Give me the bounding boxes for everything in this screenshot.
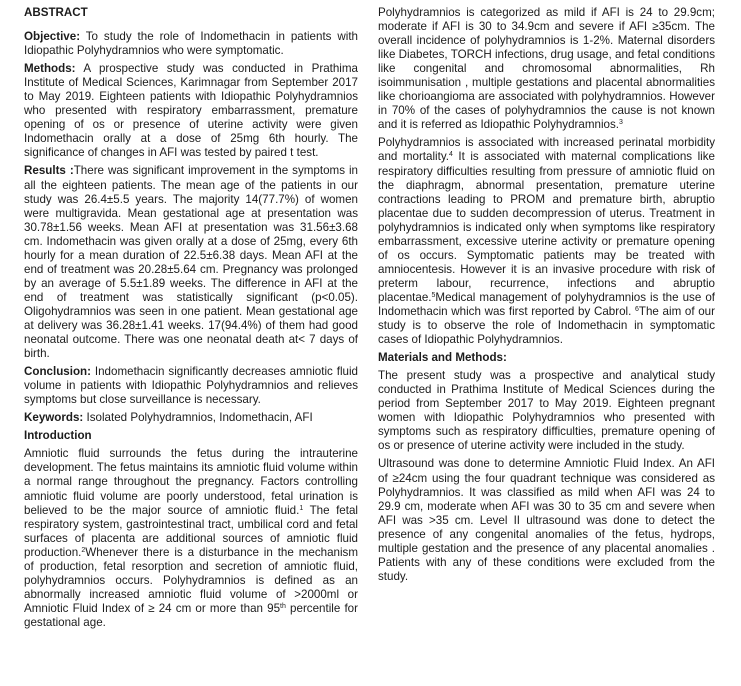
intro-p2-text: Polyhydramnios is categorized as mild if AFI is 24 to 29.9cm; moderate if AFI is 30 to 34.9cm and severe if AFI ≥35cm. The overall incidence of polyhydramnios is 1-2%. Maternal disorders like Diabetes, TORCH infections, drug usage, and fetal conditions like congenital and chromosomal abnormalities, Rh isoimmunisation , multiple gestations and placental abnormalities like chorioangioma are associated with polyhydramnios. However in 70% of the cases of polyhydramnios the cause is not known and it is referred as Idiopathic Polyhydramnios.	[378, 6, 715, 132]
abstract-keywords	[24, 411, 358, 425]
citation-6: 6	[635, 305, 639, 313]
left-column	[24, 6, 358, 634]
citation-5: 5	[431, 291, 436, 299]
abstract-conclusion	[24, 365, 358, 407]
objective-text: To study the role of Indomethacin in patients with Idiopathic Polyhydramnios who were symptomatic.	[24, 30, 358, 58]
intro-p1-text-c: Whenever there is a disturbance in the mechanism of production, fetal resorption and secretion of amniotic fluid, polyhydramnios occurs. Polyhydramnios is defined as an abnormally increased amniotic fluid volume of >2000ml or Amniotic Fluid Index of ≥ 24 cm or more than 95	[24, 545, 358, 615]
keywords-label: Keywords:	[24, 411, 84, 425]
citation-2: 2	[81, 546, 86, 554]
intro-p3-text-b: It is associated with maternal complications like respiratory difficulties resulting from pressure of amniotic fluid on the diaphragm, abnormal presentation, premature uterine contractions leading to PROM and premature birth, abruptio placentae due to sudden decompression of uterus. Treatment in polyhydramnios is indicated only when symptoms like respiratory embarrassment, excessive uterine activity or premature opening of os occurs. Symptomatic patients may be treated with amniocentesis. However it is an invasive procedure with risk of preterm labour, recurrence, infections and abruptio placentae.	[378, 150, 715, 304]
introduction-paragraph-3	[378, 136, 715, 347]
intro-p3-text-a: Polyhydramnios is associated with increased perinatal morbidity and mortality.	[378, 136, 715, 164]
intro-p1-text-b: The fetal respiratory system, gastrointestinal tract, umbilical cord and fetal surfaces of placenta are additional sources of amniotic fluid production.	[24, 503, 358, 559]
methods-text: A prospective study was conducted in Prathima Institute of Medical Sciences, Karimnagar from September 2017 to May 2019. Eighteen patients with Idiopathic Polyhydramnios who presented with respiratory embarrassment, premature opening of os or presence of uterine activity were given Indomethacin orally at a dose of 25mg 6th hourly. The significance of changes in AFI was tested by paired t test.	[24, 62, 358, 160]
results-label: Results :	[24, 164, 74, 178]
materials-paragraph-1: The present study was a prospective and analytical study conducted in Prathima Institute of Medical Sciences during the period from September 2017 to May 2019. Eighteen pregnant women with Idiopathic Polyhydramnios who presented with symptoms such as respiratory difficulties, premature opening of os or presence of uterine activity were included in the study.	[378, 369, 715, 453]
abstract-title: ABSTRACT	[24, 6, 88, 19]
conclusion-text: Indomethacin significantly decreases amniotic fluid volume in patients with Idiopathic Polyhydramnios and relieves symptoms but close surveillance is necessary.	[24, 365, 358, 407]
materials-paragraph-2: Ultrasound was done to determine Amniotic Fluid Index. An AFI of ≥24cm using the four quadrant technique was considered as Polyhydramnios. It was classified as mild when AFI was 24 to 29.9 cm, moderate when AFI was 30 to 35 cm and severe when AFI was >35 cm. Level II ultrasound was done to detect the presence of any congenital anomalies of the fetus, hydrops, multiple gestation and the presence of any placental anomalies . Patients with any of these conditions were excluded from the study.	[378, 457, 715, 583]
results-text: There was significant improvement in the symptoms in all the eighteen patients. The mean age of the patients in our study was 26.4±5.5 years. The majority 14(77.7%) of women were multigravida. Mean gestational age at presentation was 30.78±1.56 weeks. Mean AFI at presentation was 31.56±3.68 cm. Indomethacin was given orally at a dose of 25mg, every 6th hourly for a mean duration of 22.5±6.38 days. Mean AFI at the end of treatment was 20.28±5.64 cm. Pregnancy was prolonged by an average of 5.5±1.89 weeks. The difference in AFI at the end of treatment was statistically significant (p<0.05). Oligohydramnios was seen in one patient. Mean gestational age at delivery was 36.28±1.41 weeks. 17(94.4%) of them had good neonatal outcome. There was one neonatal death at< 7 days of birth.	[24, 164, 358, 361]
objective-label: Objective:	[24, 30, 81, 44]
percentile-superscript: th	[280, 602, 286, 610]
citation-3: 3	[619, 119, 623, 127]
intro-p3-text-d: The aim of our study is to observe the role of Indomethacin in symptomatic cases of Idiopathic Polyhydramnios.	[378, 304, 715, 347]
right-column	[378, 6, 715, 588]
methods-label: Methods:	[24, 62, 76, 76]
intro-p3-text-c: Medical management of polyhydramnios is the use of Indomethacin which was first reported by Cabrol.	[378, 290, 715, 318]
introduction-paragraph-1	[24, 447, 358, 630]
introduction-heading: Introduction	[24, 429, 92, 443]
abstract-objective	[24, 30, 358, 58]
materials-methods-heading: Materials and Methods:	[378, 351, 507, 365]
conclusion-label: Conclusion:	[24, 365, 91, 379]
citation-4: 4	[449, 151, 453, 159]
introduction-paragraph-2	[378, 6, 715, 132]
intro-p1-text-d: percentile for gestational age.	[24, 601, 358, 629]
citation-1: 1	[299, 504, 304, 512]
abstract-methods	[24, 62, 358, 160]
abstract-results	[24, 164, 358, 361]
keywords-text: Isolated Polyhydramnios, Indomethacin, AFI	[83, 411, 313, 425]
intro-p1-text-a: Amniotic fluid surrounds the fetus during the intrauterine development. The fetus maintains its amniotic fluid volume within a normal range throughout the pregnancy. Factors controlling amniotic fluid volume are poorly understood, fetal urination is believed to be the major source of amniotic fluid.	[24, 447, 358, 517]
